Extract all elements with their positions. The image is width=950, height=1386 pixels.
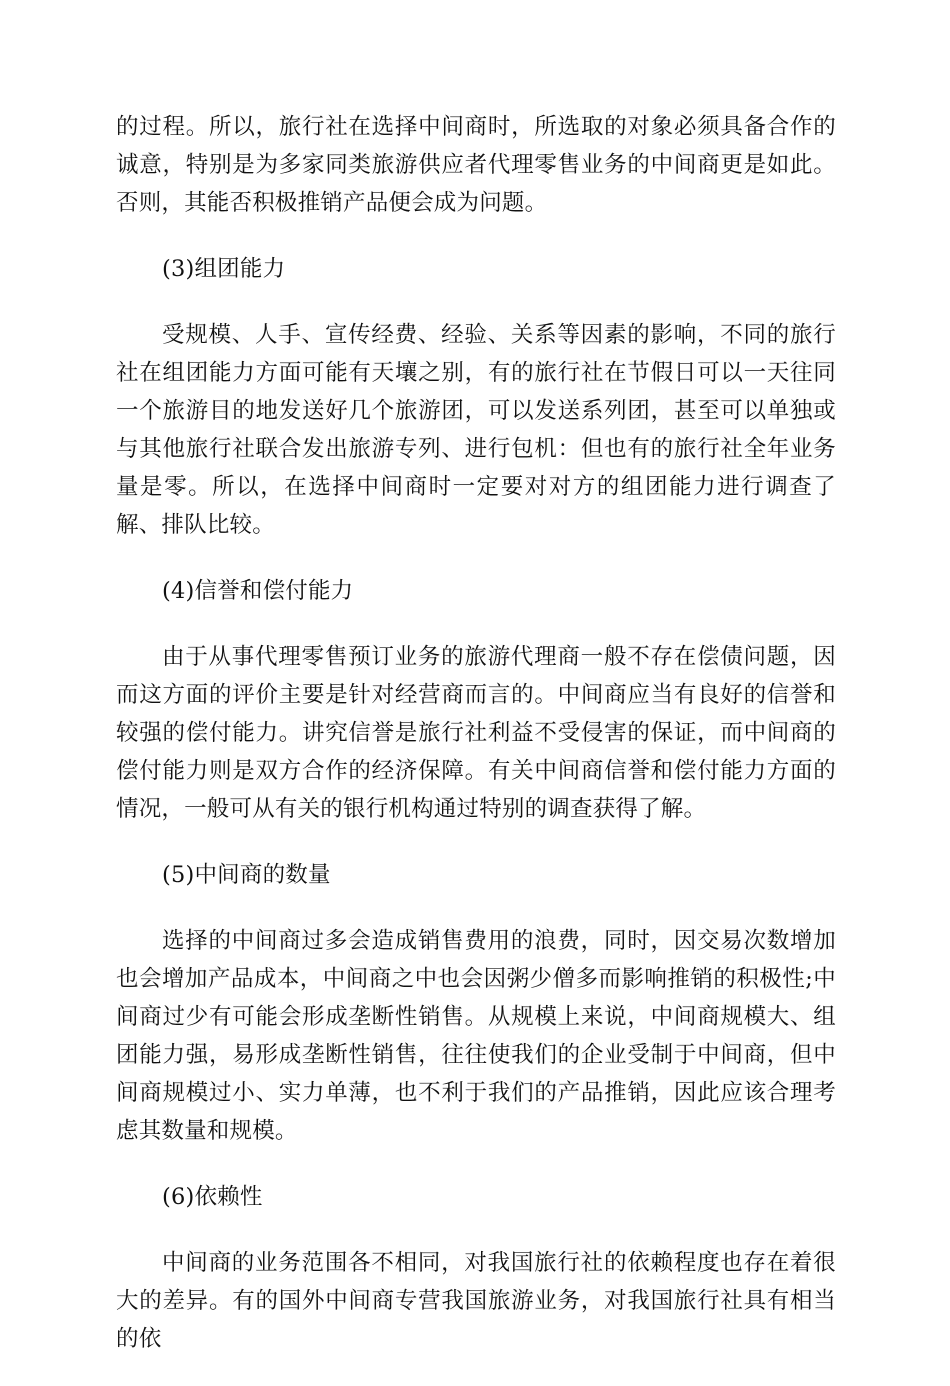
paragraph-continued: 的过程。所以，旅行社在选择中间商时，所选取的对象必须具备合作的诚意，特别是为多家同类旅游供应者代理零售业务的中间商更是如此。否则，其能否积极推销产品便会成为问题。 [116,114,836,216]
paragraph-organizing-ability: 受规模、人手、宣传经费、经验、关系等因素的影响，不同的旅行社在组团能力方面可能有天壤之别，有的旅行社在节假日可以一天往同一个旅游目的地发送好几个旅游团，可以发送系列团，甚至可以单独或与其他旅行社联合发出旅游专列、进行包机：但也有的旅行社全年业务量是零。所以，在选择中间商时一定要对对方的组团能力进行调查了解、排队比较。 [116,322,836,538]
section-heading-number-of-intermediaries: (5)中间商的数量 [162,862,331,888]
section-heading-credit-solvency: (4)信誉和偿付能力 [162,578,354,604]
document-page [116,108,836,1386]
section-heading-dependency: (6)依赖性 [162,1184,263,1210]
paragraph-number-of-intermediaries: 选择的中间商过多会造成销售费用的浪费，同时，因交易次数增加也会增加产品成本，中间商之中也会因粥少僧多而影响推销的积极性;中间商过少有可能会形成垄断性销售。从规模上来说，中间商规模大、组团能力强，易形成垄断性销售，往往使我们的企业受制于中间商，但中间商规模过小、实力单薄，也不利于我们的产品推销，因此应该合理考虑其数量和规模。 [116,928,836,1144]
section-heading-organizing-ability: (3)组团能力 [162,256,286,282]
paragraph-dependency: 中间商的业务范围各不相同，对我国旅行社的依赖程度也存在着很大的差异。有的国外中间商专营我国旅游业务，对我国旅行社具有相当的依 [116,1250,836,1352]
paragraph-credit-solvency: 由于从事代理零售预订业务的旅游代理商一般不存在偿债问题，因而这方面的评价主要是针对经营商而言的。中间商应当有良好的信誉和较强的偿付能力。讲究信誉是旅行社利益不受侵害的保证，而中间商的偿付能力则是双方合作的经济保障。有关中间商信誉和偿付能力方面的情况，一般可从有关的银行机构通过特别的调查获得了解。 [116,644,836,822]
